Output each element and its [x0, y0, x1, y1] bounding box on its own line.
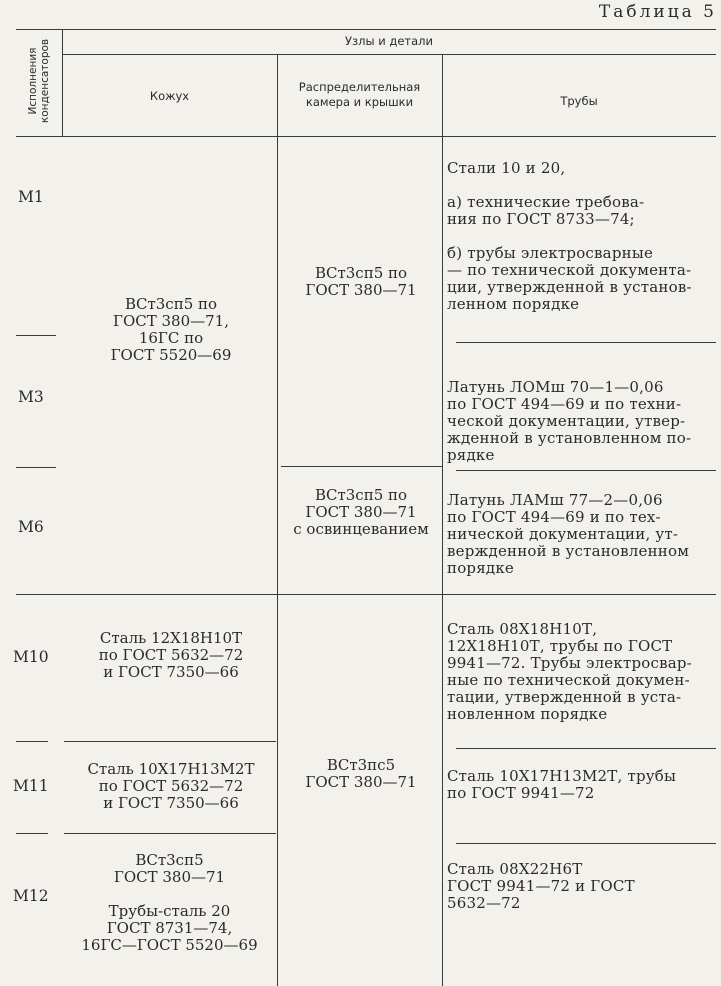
row-sep-m6-m10: [16, 594, 716, 595]
row-label-m11: М11: [13, 777, 49, 795]
tubes-m11: Сталь 10Х17Н13М2Т, трубы по ГОСТ 9941—72: [447, 767, 677, 802]
chamber-m1-m3: ВСт3сп5 по ГОСТ 380—71: [305, 264, 417, 299]
shell-m12: ВСт3сп5 ГОСТ 380—71 Трубы-сталь 20 ГОСТ 8731—74, 16ГС—ГОСТ 5520—69: [81, 851, 258, 954]
row-sep-m3-m6-tubes: [456, 470, 716, 471]
row-label-m10: М10: [13, 648, 49, 666]
header-variants-text: Исполнения конденсаторов: [27, 38, 51, 124]
tubes-m3: Латунь ЛОМш 70—1—0,06 по ГОСТ 494—69 и по техни- ческой документации, утвер- жденной в установленном по- рядке: [447, 378, 692, 464]
shell-m1-m6: ВСт3сп5 по ГОСТ 380—71, 16ГС по ГОСТ 5520—69: [110, 295, 232, 364]
shell-col-divider: [277, 54, 278, 986]
chamber-m10-m12: ВСт3пс5 ГОСТ 380—71: [305, 756, 417, 791]
row-sep-m1-m3-label: [16, 335, 56, 336]
tubes-m6: Латунь ЛАМш 77—2—0,06 по ГОСТ 494—69 и по тех- нической документации, ут- вержденной в установленном порядке: [447, 491, 690, 577]
tubes-m10: Сталь 08Х18Н10Т, 12Х18Н10Т, трубы по ГОСТ 9941—72. Трубы электросвар- ные по технической докумен- тации, утвержденной в уста- новленном порядке: [447, 620, 692, 723]
row-sep-m11-m12-shell: [64, 833, 276, 834]
tubes-m12: Сталь 08Х22Н6Т ГОСТ 9941—72 и ГОСТ 5632—72: [447, 860, 635, 912]
chamber-col-divider: [442, 54, 443, 986]
row-sep-m3-m6-label: [16, 467, 56, 468]
row-sep-m11-m12-tubes: [456, 843, 716, 844]
shell-m11: Сталь 10Х17Н13М2Т по ГОСТ 5632—72 и ГОСТ 7350—66: [87, 760, 255, 812]
row-sep-m10-m11-shell: [64, 741, 276, 742]
row-sep-m11-m12-label: [16, 833, 48, 834]
row-sep-m1-m3-tubes: [456, 342, 716, 343]
header-shell: Кожух: [149, 89, 190, 103]
row-label-m6: М6: [18, 518, 44, 536]
chamber-m6: ВСт3сп5 по ГОСТ 380—71 с освинцеванием: [293, 486, 429, 538]
row-sep-m10-m11-tubes: [456, 748, 716, 749]
shell-m10: Сталь 12Х18Н10Т по ГОСТ 5632—72 и ГОСТ 7350—66: [98, 629, 244, 681]
row-label-m12: М12: [13, 887, 49, 905]
header-variants: [16, 30, 62, 132]
row-label-m3: М3: [18, 388, 44, 406]
table-top-border: [16, 29, 716, 30]
header-chamber: Распределительная камера и крышки: [298, 80, 421, 109]
row-sep-m10-m11-label: [16, 741, 48, 742]
row-sep-m3-m6-chamber: [281, 466, 442, 467]
header-bottom-border: [16, 136, 716, 137]
tubes-m1: Стали 10 и 20, а) технические требова- ния по ГОСТ 8733—74; б) трубы электросварные — по технической документа- ции, утвержденной в установ- ленном порядке: [447, 159, 692, 313]
header-tubes: Трубы: [560, 94, 598, 108]
header-group: Узлы и детали: [345, 34, 433, 48]
row-label-m1: М1: [18, 188, 44, 206]
table-title: Таблица 5: [598, 2, 717, 22]
group-header-underline: [62, 54, 716, 55]
